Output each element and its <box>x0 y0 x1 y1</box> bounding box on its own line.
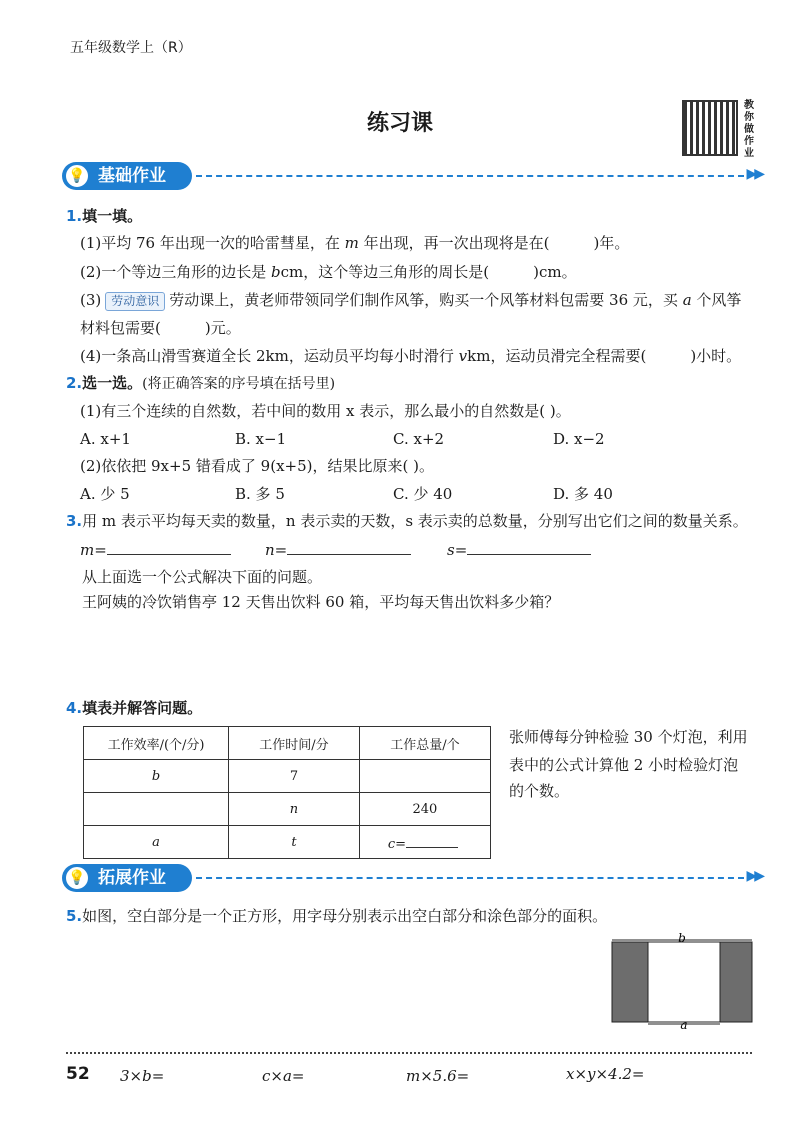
question-5-title: 5.如图，空白部分是一个正方形，用字母分别表示出空白部分和涂色部分的面积。 <box>66 907 608 925</box>
labor-awareness-tag: 劳动意识 <box>105 292 165 311</box>
q4-problem-line-1: 张师傅每分钟检验 30 个灯泡，利用 <box>509 728 748 746</box>
table-cell[interactable] <box>84 793 229 826</box>
lightbulb-icon: 💡 <box>64 865 90 891</box>
c-answer-blank[interactable] <box>406 833 458 848</box>
page-number: 52 <box>66 1064 90 1084</box>
double-arrow-icon: ▶▶ <box>746 166 762 182</box>
q2-option-d[interactable]: D. 多 40 <box>553 485 613 503</box>
q1-item-1: (1)平均 76 年出现一次的哈雷彗星，在 m 年出现，再一次出现将是在( )年。 <box>80 234 630 252</box>
lightbulb-icon: 💡 <box>64 163 90 189</box>
m-answer-blank[interactable] <box>107 540 231 555</box>
footer-divider <box>66 1052 752 1054</box>
table-cell[interactable] <box>359 760 490 793</box>
dashed-divider <box>196 175 744 177</box>
qr-caption: 教你做作业 <box>744 100 754 159</box>
s-answer-blank[interactable] <box>467 540 591 555</box>
section-banner-extension <box>62 864 762 894</box>
qr-code-icon[interactable] <box>682 100 738 156</box>
q1-item-2: (2)一个等边三角形的边长是 bcm，这个等边三角形的周长是( )cm。 <box>80 263 577 281</box>
question-4-title: 4.填表并解答问题。 <box>66 699 203 717</box>
q4-problem-line-3: 的个数。 <box>509 782 570 800</box>
q2-option-b[interactable]: B. 多 5 <box>235 485 285 503</box>
footer-expression-2: c×a= <box>262 1067 305 1085</box>
q2-option-a[interactable]: A. 少 5 <box>80 485 130 503</box>
footer-expression-3: m×5.6= <box>406 1067 470 1085</box>
question-1-title: 1.填一填。 <box>66 207 143 225</box>
q2-option-c[interactable]: C. x+2 <box>393 430 445 448</box>
table-cell: a <box>84 826 229 859</box>
q2-option-d[interactable]: D. x−2 <box>553 430 605 448</box>
section-title-extension: 拓展作业 <box>62 864 192 892</box>
footer-expression-1: 3×b= <box>120 1067 165 1085</box>
table-cell: b <box>84 760 229 793</box>
table-cell: 7 <box>229 760 360 793</box>
shaded-left <box>612 942 648 1022</box>
table-header: 工作效率/(个/分) <box>84 727 229 760</box>
table-header: 工作时间/分 <box>229 727 360 760</box>
q3-subtext-1: 从上面选一个公式解决下面的问题。 <box>82 568 323 586</box>
table-cell: n <box>229 793 360 826</box>
n-formula: n= <box>265 540 411 560</box>
q2-item-2: (2)依依把 9x+5 错看成了 9(x+5)，结果比原来( )。 <box>80 457 434 475</box>
s-formula: s= <box>447 540 591 560</box>
question-2-title: 2.选一选。(将正确答案的序号填在括号里) <box>66 374 336 392</box>
q1-item-4: (4)一条高山滑雪赛道全长 2km，运动员平均每小时滑行 vkm，运动员滑完全程需要( )小时。 <box>80 347 742 365</box>
q1-item-3-cont: 材料包需要( )元。 <box>80 319 241 337</box>
q2-item-1: (1)有三个连续的自然数，若中间的数用 x 表示，那么最小的自然数是( )。 <box>80 402 571 420</box>
q2-option-c[interactable]: C. 少 40 <box>393 485 453 503</box>
table-header: 工作总量/个 <box>359 727 490 760</box>
q1-item-3: (3) 劳动意识 劳动课上，黄老师带领同学们制作风筝，购买一个风筝材料包需要 36 元，买 a 个风筝 <box>80 291 742 309</box>
work-table <box>83 726 491 859</box>
section-title-basic: 基础作业 <box>62 162 192 190</box>
table-cell: 240 <box>359 793 490 826</box>
q4-problem-line-2: 表中的公式计算他 2 小时检验灯泡 <box>509 756 739 774</box>
square-diagram <box>608 930 756 1030</box>
lesson-title: 练习课 <box>366 111 433 136</box>
blank-square <box>648 942 720 1022</box>
table-cell: t <box>229 826 360 859</box>
question-3-title: 3.用 m 表示平均每天卖的数量，n 表示卖的天数，s 表示卖的总数量，分别写出它们之间的数量关系。 <box>66 512 748 530</box>
q2-option-a[interactable]: A. x+1 <box>80 430 131 448</box>
n-answer-blank[interactable] <box>287 540 411 555</box>
book-title: 五年级数学上（R） <box>70 40 192 56</box>
dashed-divider <box>196 877 744 879</box>
q3-subtext-2: 王阿姨的冷饮销售亭 12 天售出饮料 60 箱，平均每天售出饮料多少箱？ <box>82 593 560 611</box>
shaded-right <box>720 942 752 1022</box>
q2-option-b[interactable]: B. x−1 <box>235 430 287 448</box>
table-cell[interactable]: c= <box>359 826 490 859</box>
m-formula: m= <box>80 540 231 560</box>
a-label: a <box>680 1018 688 1030</box>
double-arrow-icon: ▶▶ <box>746 868 762 884</box>
footer-expression-4: x×y×4.2= <box>566 1065 645 1083</box>
section-banner-basic <box>62 162 762 192</box>
b-label: b <box>678 931 686 945</box>
